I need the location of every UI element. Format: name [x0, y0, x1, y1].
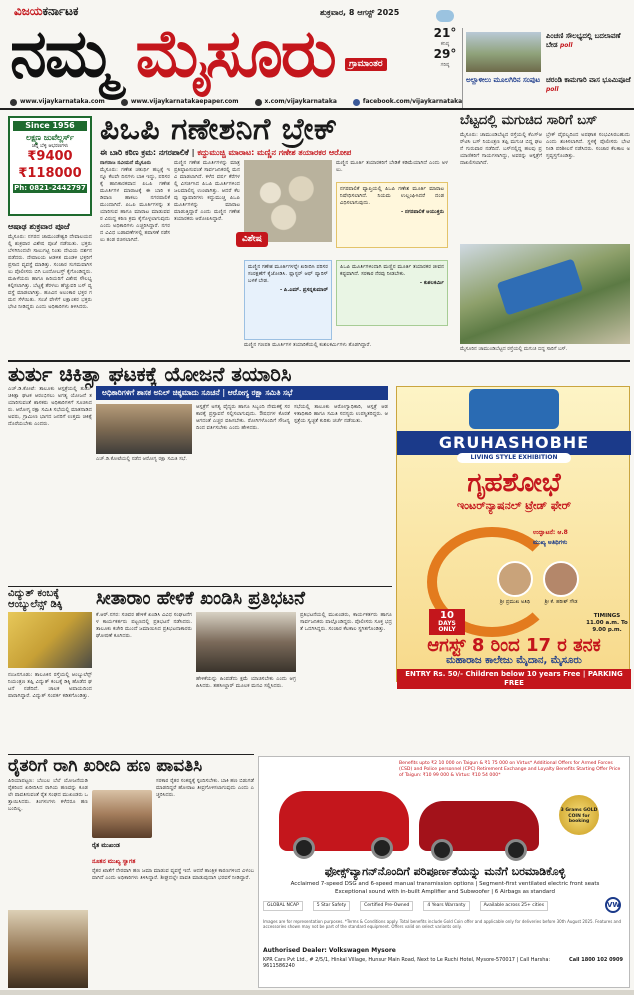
car2-front-wheel	[431, 839, 453, 861]
brand-main-1: ನಮ್ಮ	[10, 14, 115, 92]
dateline: ಶುಕ್ರವಾರ, 8 ಆಗಸ್ಟ್ 2025	[320, 8, 400, 17]
guest-photo-1	[497, 561, 533, 597]
vw-spec-2: Exceptional sound with in-built Amplifier and Subwoofer | 6 Airbags as standard	[335, 889, 555, 895]
exhibition-dates: ಆಗಸ್ಟ್ 8 ರಿಂದ 17 ರ ತನಕ	[427, 635, 601, 656]
brand-top-black: ಕರ್ನಾಟಕ	[42, 4, 79, 18]
quote2-author: - ಪಿ.ಎಮ್. ಪ್ರಸನ್ನಕುಮಾರ್	[279, 287, 328, 294]
guest-name-1: ಶ್ರೀ ಪ್ರಮುಖ ಅತಿಥಿ	[499, 599, 531, 605]
lead-sub-red: ಕದ್ದುಮುಚ್ಚಿ ಮಾರಾಟ: ಮಣ್ಣಿನ ಗಣೇಶ ತಯಾರಕರ ಆರೋಪ	[197, 148, 352, 157]
exhibition-venue: ಮಹಾರಾಜ ಕಾಲೇಜು ಮೈದಾನ, ಮೈಸೂರು	[446, 655, 582, 666]
poll-label-2: poll	[546, 85, 559, 93]
guest-name-2: ಶ್ರೀ ಕೆ. ಹರೀಶ್ ಗೌಡ	[544, 599, 578, 605]
teaser-photo[interactable]	[466, 32, 541, 72]
facebook-icon	[353, 99, 360, 106]
lead-column-3: ಮಣ್ಣಿನ ಮೂರ್ತಿ ತಯಾರಕರಿಗೆ ಬೇಡಿಕೆ ಕಡಿಮೆಯಾಗಿದೆ ಎಂದು ಅಳಲು.	[336, 160, 448, 174]
quote3-author: - ಕುಶಲಕರ್ಮಿ	[419, 280, 444, 287]
event-photo[interactable]	[8, 910, 88, 988]
ad-since: Since 1956	[13, 121, 87, 131]
vw-dealer: Authorised Dealer: Volkswagen Mysore	[263, 947, 396, 954]
teaser-3[interactable]: ಅಲ್ಲಾಳೀಲು ಮೂಲಗಿರಿನ ಸಂಪುಟ	[466, 76, 541, 84]
gruhashobhe-logo	[469, 389, 559, 429]
vw-call[interactable]: Call 1800 102 0909	[569, 957, 623, 963]
ragi-payment-headline[interactable]: ರೈತರಿಗೆ ರಾಗಿ ಖರೀದಿ ಹಣ ಪಾವತಿಸಿ	[8, 756, 203, 776]
gruhashobhe-sub-kn: ಇಂಟರ್‌ನ್ಯಾಷನಲ್ ಟ್ರೇಡ್ ಫೇರ್	[457, 499, 571, 512]
days-number: 10	[440, 610, 454, 621]
volkswagen-ad[interactable]	[258, 756, 630, 988]
lead-sub-black: ಈ ಬಾರಿ ಕಠಿಣ ಕ್ರಮ: ನಗರಪಾಲಿಕೆ	[100, 148, 189, 157]
meeting-photo[interactable]	[96, 404, 192, 454]
social-links-bar	[10, 96, 470, 108]
ambulance-body: ನಂಜನಗೂಡು: ತಾಲೂಕಿನ ರಸ್ತೆಯಲ್ಲಿ ಆಂಬ್ಯುಲೆನ್ಸ್ ನಿಯಂತ್ರಣ ತಪ್ಪಿ ವಿದ್ಯುತ್ ಕಂಬಕ್ಕೆ ಡಿಕ್ಕಿ ಹೊಡೆದ ಘಟನೆ ನಡೆದಿದೆ. ಚಾಲಕ ಅಪಾಯದಿಂದ ಪಾರಾಗಿದ್ದಾರೆ. ವಿದ್ಯುತ್ ಸಂಪರ್ಕ ಕಡಿತಗೊಂಡಿತ್ತು.	[8, 672, 92, 700]
ad-brand: ಲಕ್ಷ್ಮಣ ಜುವೆಲ್ಲರ್ಸ್	[26, 133, 74, 142]
exhibition-entry: ENTRY Rs. 50/- Children below 10 years Free | PARKING FREE	[397, 669, 631, 689]
protest-headline[interactable]: ಸೀತಾರಾಂ ಹೇಳಿಕೆ ಖಂಡಿಸಿ ಪ್ರತಿಭಟನೆ	[96, 588, 305, 609]
ambulance-headline[interactable]: ವಿದ್ಯುತ್ ಕಂಬಕ್ಕೆ ಆಂಬ್ಯುಲೆನ್ಸ್ ಡಿಕ್ಕಿ	[8, 588, 63, 610]
farmer-leader-photo[interactable]	[92, 790, 152, 838]
web-link[interactable]: www.vijaykarnataka.com	[10, 98, 105, 106]
gruhashobhe-brand: GRUHASHOBHE	[397, 431, 631, 455]
event-note: ನೂತನ ಮುಖ್ಯ ಸ್ವಾಗತ	[92, 858, 136, 865]
ad-price-2: ₹118000	[18, 165, 82, 181]
vw-address: KPR Cars Pvt Ltd., # 2/5/1, Hinkal Village, Hunsur Main Road, Next to Le Ruchi Hotel, Mysore-570017 | Call Harsha: 9611586240	[263, 957, 551, 970]
rural-tag: ಗ್ರಾಮಾಂತರ	[345, 58, 387, 71]
lead-subheadline: ಈ ಬಾರಿ ಕಠಿಣ ಕ್ರಮ: ನಗರಪಾಲಿಕೆ | ಕದ್ದುಮುಚ್ಚಿ ಮಾರಾಟ: ಮಣ್ಣಿನ ಗಣೇಶ ತಯಾರಕರ ಆರೋಪ	[100, 148, 352, 157]
protest-col-c: ಪ್ರತಿಭಟನೆಯಲ್ಲಿ ಮುಖಂಡರು, ಕಾರ್ಯಕರ್ತರು ಹಾಗೂ ಸಾರ್ವಜನಿಕರು ಪಾಲ್ಗೊಂಡಿದ್ದರು. ಪೊಲೀಸರು ಸೂಕ್ತ ಭದ್ರತೆ ಒದಗಿಸಿದ್ದರು. ಸಂಚಾರ ಕೆಲಕಾಲ ಸ್ಥಗಿತಗೊಂಡಿತ್ತು.	[300, 612, 392, 633]
gold-coin-badge: 3 Grams GOLD COIN for booking	[559, 795, 599, 835]
quote3-text: ಪಿಒಪಿ ಮೂರ್ತಿಗಳಿಂದಾಗಿ ಮಣ್ಣಿನ ಮೂರ್ತಿ ತಯಾರಕರ ಜೀವನ ಕಷ್ಟವಾಗಿದೆ. ಸರಕಾರ ನೆರವು ನೀಡಬೇಕು.	[340, 264, 444, 278]
vw-badges	[263, 897, 627, 915]
x-link[interactable]: x.com/vijaykarnataka	[255, 98, 337, 106]
ganesha-idols-photo[interactable]	[244, 160, 332, 242]
days-label: DAYS ONLY	[438, 620, 456, 633]
teaser-2[interactable]: ಚರಂಡಿ ಕಾಮಗಾರಿ ವಾಸ ಭೂಮಿಪೂಜೆ poll	[546, 76, 631, 93]
quote2-text: ಮಣ್ಣಿನ ಗಣೇಶ ಮೂರ್ತಿಗಳನ್ನೇ ಖರೀದಿಸಿ ಪರಿಸರ ಸಂರಕ್ಷಣೆಗೆ ಕೈಜೋಡಿಸಿ. ಪ್ಲಾಸ್ಟರ್ ಆಫ್ ಪ್ಯಾರಿಸ್ ಬಳಕೆ ಬೇಡ.	[248, 264, 329, 285]
quote1-text: ನಗರಪಾಲಿಕೆ ವ್ಯಾಪ್ತಿಯಲ್ಲಿ ಪಿಒಪಿ ಗಣೇಶ ಮೂರ್ತಿ ಮಾರಾಟ ನಿಷೇಧಿಸಲಾಗಿದೆ. ನಿಯಮ ಉಲ್ಲಂಘಿಸಿದರೆ ದಂಡ ವಿಧಿಸಲಾಗುವುದು.	[340, 186, 444, 207]
bus-photo-caption: ಮೈಸೂರಿನ ಚಾಮುಂಡಿಬೆಟ್ಟದ ರಸ್ತೆಯಲ್ಲಿ ಮಗುಚಿ ಬಿದ್ದ ಸಾರಿಗೆ ಬಸ್.	[460, 346, 568, 352]
ad-sub: ಚಿನ್ನ ಬೆಳ್ಳಿ ಆಭರಣಗಳು	[31, 143, 69, 149]
newspaper-logo[interactable]	[10, 14, 335, 92]
teaser-1[interactable]: ಪಿಂಚಣಿ ಸೌಲಭ್ಯದಲ್ಲಿ ಬದಲಾವಣೆ ಬೇಡ poll	[546, 32, 621, 49]
lead-byline: ನಾಗರಾಜ ನವೀಮನೆ ಮೈಸೂರು	[100, 160, 152, 166]
section-rule-4	[8, 754, 254, 755]
facebook-link[interactable]: facebook.com/vijaykarnataka	[353, 98, 462, 106]
weather-high: 21°	[433, 26, 457, 40]
badge-preowned: Certified Pre-Owned	[360, 901, 413, 911]
exhibition-timings: TIMINGS 11.00 a.m. To 9.00 p.m.	[586, 613, 628, 633]
cloud-icon	[436, 10, 454, 22]
guest-photo-2	[543, 561, 579, 597]
lead-column-4: ಮಣ್ಣಿನ ಗಣಪತಿ ಮೂರ್ತಿಗಳ ತಯಾರಿಕೆಯಲ್ಲಿ ಕುಶಲಕರ್ಮಿಗಳು ತೊಡಗಿದ್ದಾರೆ.	[244, 342, 372, 348]
protest-col-b: ಹೇಳಿಕೆಯನ್ನು ಹಿಂಪಡೆದು ಕ್ಷಮೆ ಯಾಚಿಸಬೇಕು ಎಂದು ಆಗ್ರಹಿಸಿದರು. ತಹಸೀಲ್ದಾರ್ ಮೂಲಕ ಮನವಿ ಸಲ್ಲಿಸಿದರು.	[196, 676, 296, 690]
car1-rear-wheel	[371, 837, 393, 859]
badge-safety: 5 Star Safety	[313, 901, 350, 911]
gruhashobhe-tagline: LIVING STYLE EXHIBITION	[457, 453, 571, 463]
gruhashobhe-title-kn: ಗೃಹಶೋಭೆ	[467, 468, 561, 498]
bus-story-headline[interactable]: ಬೆಟ್ಟದಲ್ಲಿ ಮಗುಚಿದ ಸಾರಿಗೆ ಬಸ್	[460, 113, 598, 128]
emergency-unit-band: ಅಧಿಕಾರಿಗಳಿಗೆ ಶಾಸಕ ಅನಿಲ್ ಚಿಕ್ಕಮಾದು ಸೂಚನೆ | ಆರೋಗ್ಯ ರಕ್ಷಾ ಸಮಿತಿ ಸಭೆ	[96, 386, 388, 400]
weather-widget	[430, 10, 460, 90]
weather-high-label: ಕನಿಷ್ಠ	[440, 41, 450, 47]
emergency-unit-col-a: ಆಸ್ಪತ್ರೆಗೆ ಅಗತ್ಯ ವೈದ್ಯರು ಹಾಗೂ ಸಿಬ್ಬಂದಿ ನೇಮಕಕ್ಕೆ ಸರಕಾರಕ್ಕೆ ಪ್ರಸ್ತಾವನೆ ಸಲ್ಲಿಸಲಾಗುವುದು. ಔಷಧಗಳ ಕೊರತೆ ಆಗದಂತೆ ಎಚ್ಚರ ವಹಿಸಬೇಕು. ರೋಗಿಗಳೊಂದಿಗೆ ಸೌಜನ್ಯದಿಂದ ವರ್ತಿಸಬೇಕು ಎಂದು ಹೇಳಿದರು.	[196, 404, 290, 432]
protest-photo[interactable]	[196, 612, 296, 672]
vw-logo-icon: VW	[605, 897, 621, 913]
vw-headline: ಫೋಕ್ಸ್‌ವ್ಯಾಗನ್‌ನೊಂದಿಗೆ ಪರಿಪೂರ್ಣತೆಯನ್ನು ಮನೆಗೆ ಬರಮಾಡಿಕೊಳ್ಳಿ	[324, 865, 566, 878]
lead-col1-text: ಮೈಸೂರು: ಗಣೇಶ ಚತುರ್ಥಿ ಹಬ್ಬಕ್ಕೆ ಇನ್ನೂ ಕೆಲವೇ ದಿನಗಳು ಬಾಕಿ ಇದ್ದು, ಪರಿಸರಕ್ಕೆ ಹಾನಿಕಾರಕವಾದ ಪಿಒಪಿ ಗಣೇಶ ಮೂರ್ತಿಗಳ ಮಾರಾಟಕ್ಕೆ ಈ ಬಾರಿ ಕಡಿವಾಣ ಹಾಕಲು ನಗರಪಾಲಿಕೆ ಮುಂದಾಗಿದೆ. ಪಿಒಪಿ ಮೂರ್ತಿಗಳನ್ನು ತಯಾರಿಸುವ ಹಾಗೂ ಮಾರಾಟ ಮಾಡುವವರ ವಿರುದ್ಧ ಕಠಿಣ ಕ್ರಮ ಕೈಗೊಳ್ಳಲಾಗುವುದು ಎಂದು ಅಧಿಕಾರಿಗಳು ಎಚ್ಚರಿಸಿದ್ದಾರೆ. ನಗರದ ವಿವಿಧ ಬಡಾವಣೆಗಳಲ್ಲಿ ತಪಾಸಣೆ ನಡೆಸಲು ತಂಡ ರಚಿಸಲಾಗಿದೆ.	[100, 167, 170, 244]
masthead-divider	[462, 28, 463, 108]
bus-story-col-1: ಮೈಸೂರು: ಚಾಮುಂಡಿಬೆಟ್ಟದ ರಸ್ತೆಯಲ್ಲಿ ಕೆಎಸ್ಆರ್‌ಟಿಸಿ ಬಸ್ ನಿಯಂತ್ರಣ ತಪ್ಪಿ ಮಗುಚಿ ಬಿದ್ದ ಘಟನೆ ಗುರುವಾರ ನಡೆದಿದೆ. ಬಸ್‌ನಲ್ಲಿದ್ದ ಹಲವು ಪ್ರಯಾಣಿಕರಿಗೆ ಗಾಯಗಳಾಗಿದ್ದು, ಅವರನ್ನು ಆಸ್ಪತ್ರೆಗೆ ದಾಖಲಿಸಲಾಗಿದೆ.	[460, 132, 542, 167]
lead-column-2: ಮಣ್ಣಿನ ಗಣೇಶ ಮೂರ್ತಿಗಳನ್ನು ಮಾತ್ರ ಪ್ರತಿಷ್ಠಾಪಿಸುವಂತೆ ಸಾರ್ವಜನಿಕರಲ್ಲಿ ಮನವಿ ಮಾಡಲಾಗಿದೆ. ಕಳೆದ ವರ್ಷ ಕೆರೆಗಳಲ್ಲಿ ವಿಸರ್ಜಿಸಿದ ಪಿಒಪಿ ಮೂರ್ತಿಗಳಿಂದ ಜಲಮಾಲಿನ್ಯ ಉಂಟಾಗಿತ್ತು. ಆದರೆ ಕೆಲವು ವ್ಯಾಪಾರಿಗಳು ಕದ್ದುಮುಚ್ಚಿ ಪಿಒಪಿ ಮೂರ್ತಿಗಳನ್ನು ಮಾರಾಟ ಮಾಡುತ್ತಿದ್ದಾರೆ ಎಂದು ಮಣ್ಣಿನ ಗಣೇಶ ತಯಾರಕರು ಆರೋಪಿಸಿದ್ದಾರೆ.	[174, 160, 240, 223]
ambulance-photo[interactable]	[8, 612, 92, 668]
poll-label: poll	[559, 41, 573, 49]
car2-rear-wheel	[505, 839, 527, 861]
section-rule-3	[8, 586, 392, 587]
badge-cities: Available across 25+ cities	[480, 901, 548, 911]
lead-headline[interactable]: ಪಿಒಪಿ ಗಣೇಶನಿಗೆ ಬ್ರೇಕ್	[100, 112, 338, 147]
badge-warranty: 4 Years Warranty	[423, 901, 469, 911]
chief-guests-label: ಮುಖ್ಯ ಅತಿಥಿಗಳು	[533, 539, 568, 546]
meeting-photo-caption: ಎಚ್.ಡಿ.ಕೋಟೆಯಲ್ಲಿ ನಡೆದ ಆರೋಗ್ಯ ರಕ್ಷಾ ಸಮಿತಿ ಸಭೆ.	[96, 456, 187, 462]
quote1-author: - ನಗರಪಾಲಿಕೆ ಆಯುಕ್ತರು	[400, 209, 444, 216]
globe-icon	[121, 99, 128, 106]
special-tag: ವಿಶೇಷ	[236, 232, 268, 247]
vw-terms: Images are for representation purposes. *Terms & Conditions apply. Total benefits include Gold Coin offer and applicable only for deliveries before 30th August 2025. Features and accessories shown may not be part of the standard equipment. Offers valid on select variants only.	[263, 919, 622, 930]
ad-phone: Ph: 0821-2442797	[14, 183, 86, 192]
left-story-headline[interactable]: ಆಷಾಢ ಶುಕ್ರವಾರ ಪೂಜೆ	[8, 222, 70, 231]
ad-price-1: ₹9400	[27, 149, 73, 165]
ragi-col-b: ಸರಕಾರ ರೈತರ ಸಂಕಷ್ಟಕ್ಕೆ ಸ್ಪಂದಿಸಬೇಕು. ಬಾಕಿ ಹಣ ಬಿಡುಗಡೆ ಮಾಡದಿದ್ದರೆ ಹೋರಾಟ ತೀವ್ರಗೊಳಿಸಲಾಗುವುದು ಎಂದು ಎಚ್ಚರಿಸಿದರು.	[156, 778, 254, 799]
emergency-unit-col-b: ಸಭೆಯಲ್ಲಿ ತಾಲೂಕು ಆರೋಗ್ಯಾಧಿಕಾರಿ, ಆಸ್ಪತ್ರೆ ಆಡಳಿತಾಧಿಕಾರಿ ಹಾಗೂ ಸಮಿತಿ ಸದಸ್ಯರು ಉಪಸ್ಥಿತರಿದ್ದರು. ಆಸ್ಪತ್ರೆಯ ಸ್ವಚ್ಛತೆ ಕುರಿತು ಚರ್ಚೆ ನಡೆಯಿತು.	[294, 404, 388, 425]
vw-offer-fine-print: Benefits upto ₹2 10 000 on Taigun & ₹1 75 000 on Virtus* Additional Offers for Armed Forces (CSD) and Police personnel (CPC) Retirement Exchange and Loyalty Benefits Starting Offer Price of Taigun: ₹10 99 000 & Virtus: ₹10 54 000*	[399, 761, 621, 778]
car1-front-wheel	[293, 837, 315, 859]
emergency-unit-headline[interactable]: ತುರ್ತು ಚಿಕಿತ್ಸಾ ಘಟಕಕ್ಕೆ ಯೋಜನೆ ತಯಾರಿಸಿ	[8, 362, 292, 386]
weather-low-label: ಗರಿಷ್ಠ	[440, 62, 450, 69]
lead-quote-box-2	[244, 260, 332, 340]
bus-story-col-2: ಬ್ರೇಕ್ ವೈಫಲ್ಯದಿಂದ ಅಪಘಾತ ಸಂಭವಿಸಿರಬಹುದು ಎಂದು ಶಂಕಿಸಲಾಗಿದೆ. ಸ್ಥಳಕ್ಕೆ ಪೊಲೀಸರು ಭೇಟಿ ನೀಡಿ ಪರಿಶೀಲನೆ ನಡೆಸಿದರು. ಸಂಚಾರ ಕೆಲಕಾಲ ಅಸ್ತವ್ಯಸ್ತಗೊಂಡಿತ್ತು.	[546, 132, 630, 160]
footer-rule	[0, 990, 634, 995]
ragi-col-a: ಪಿರಿಯಾಪಟ್ಟಣ: ಬೆಂಬಲ ಬೆಲೆ ಯೋಜನೆಯಡಿ ರೈತರಿಂದ ಖರೀದಿಸಿದ ರಾಗಿಯ ಹಣವನ್ನು ಕೂಡಲೇ ಪಾವತಿಸುವಂತೆ ರೈತ ಸಂಘದ ಮುಖಂಡರು ಒತ್ತಾಯಿಸಿದರು. ತಿಂಗಳುಗಳು ಕಳೆದರೂ ಹಣ ಬಂದಿಲ್ಲ.	[8, 778, 88, 813]
brand-main-2: ಮೈಸೂರು	[135, 14, 335, 92]
lead-quote-box-1	[336, 182, 448, 248]
lead-column-1	[100, 160, 170, 350]
vw-spec-1: Acclaimed 7-speed DSG and 6-speed manual transmission options | Segment-first ventilated electric front seats	[290, 881, 600, 887]
gruhashobhe-ad[interactable]	[396, 386, 630, 687]
left-story-body: ಮೈಸೂರು: ನಗರದ ಚಾಮುಂಡೇಶ್ವರಿ ದೇವಾಲಯದಲ್ಲಿ ಶುಕ್ರವಾರ ವಿಶೇಷ ಪೂಜೆ ನಡೆಯಿತು. ಭಕ್ತರು ಬೆಳಗಿನಿಂದಲೇ ಸಾಲುಗಟ್ಟಿ ನಿಂತು ದೇವಿಯ ದರ್ಶನ ಪಡೆದರು. ದೇವಾಲಯ ಆಡಳಿತ ಮಂಡಳಿ ಭಕ್ತರಿಗೆ ಪ್ರಸಾದ ವ್ಯವಸ್ಥೆ ಮಾಡಿತ್ತು. ಸಂಚಾರ ಸುಗಮವಾಗಿಸಲು ಪೊಲೀಸರು ಬಿಗಿ ಬಂದೋಬಸ್ತ್ ಕೈಗೊಂಡಿದ್ದರು. ಮಹಿಳೆಯರು ಹಾಗೂ ಹಿರಿಯರಿಗೆ ವಿಶೇಷ ಸೌಲಭ್ಯ ಕಲ್ಪಿಸಲಾಗಿತ್ತು. ಬೆಟ್ಟಕ್ಕೆ ತೆರಳಲು ಹೆಚ್ಚುವರಿ ಬಸ್ ವ್ಯವಸ್ಥೆ ಮಾಡಲಾಗಿತ್ತು. ಹೂವಿನ ಅಲಂಕಾರ ಭಕ್ತರ ಗಮನ ಸೆಳೆಯಿತು. ಸಂಜೆ ವೇಳೆಗೆ ಲಕ್ಷಾಂತರ ಭಕ್ತರು ಭೇಟಿ ನೀಡಿದ್ದರು ಎಂದು ಅಧಿಕಾರಿಗಳು ತಿಳಿಸಿದರು.	[8, 234, 92, 311]
emergency-unit-left-col: ಎಚ್.ಡಿ.ಕೋಟೆ: ತಾಲೂಕು ಆಸ್ಪತ್ರೆಯಲ್ಲಿ ತುರ್ತು ಚಿಕಿತ್ಸಾ ಘಟಕ ಆರಂಭಿಸಲು ಅಗತ್ಯ ಯೋಜನೆ ತಯಾರಿಸುವಂತೆ ಶಾಸಕರು ಅಧಿಕಾರಿಗಳಿಗೆ ಸೂಚಿಸಿದರು. ಆರೋಗ್ಯ ರಕ್ಷಾ ಸಮಿತಿ ಸಭೆಯಲ್ಲಿ ಮಾತನಾಡಿದ ಅವರು, ಗ್ರಾಮೀಣ ಭಾಗದ ಜನರಿಗೆ ಉತ್ತಮ ಚಿಕಿತ್ಸೆ ದೊರೆಯಬೇಕು ಎಂದರು.	[8, 386, 92, 428]
days-badge	[429, 609, 465, 635]
globe-icon	[10, 99, 17, 106]
x-icon	[255, 99, 262, 106]
ragi-col-c: ರೈತರ ಖಾತೆಗೆ ನೇರವಾಗಿ ಹಣ ಜಮಾ ಮಾಡುವ ವ್ಯವಸ್ಥೆ ಇದೆ. ಆದರೆ ತಾಂತ್ರಿಕ ಕಾರಣಗಳಿಂದ ವಿಳಂಬವಾಗಿದೆ ಎಂದು ಅಧಿಕಾರಿಗಳು ತಿಳಿಸಿದ್ದಾರೆ. ಶೀಘ್ರದಲ್ಲೇ ಪಾವತಿ ಮಾಡುವುದಾಗಿ ಭರವಸೆ ನೀಡಿದ್ದಾರೆ.	[92, 868, 254, 882]
epaper-link[interactable]: www.vijaykarnatakaepaper.com	[121, 98, 239, 106]
weather-low: 29°	[433, 47, 457, 62]
badge-ncap: GLOBAL NCAP	[263, 901, 303, 911]
brand-top-red: ವಿಜಯ	[14, 4, 43, 18]
farmer-leader-label: ರೈತ ಮುಖಂಡ	[92, 842, 120, 849]
jewelry-ad[interactable]	[8, 116, 92, 216]
protest-col-a: ಕೆ.ಆರ್.ನಗರ: ಸಚಿವರ ಹೇಳಿಕೆ ಖಂಡಿಸಿ ವಿವಿಧ ಸಂಘಟನೆಗಳ ಕಾರ್ಯಕರ್ತರು ಪಟ್ಟಣದಲ್ಲಿ ಪ್ರತಿಭಟನೆ ನಡೆಸಿದರು. ತಾಲೂಕು ಕಚೇರಿ ಮುಂದೆ ಜಮಾಯಿಸಿದ ಪ್ರತಿಭಟನಾಕಾರರು ಘೋಷಣೆ ಕೂಗಿದರು.	[96, 612, 192, 640]
inauguration-label: ಉದ್ಘಾಟನೆ: ಆ.8	[533, 529, 568, 536]
lead-quote-box-3	[336, 260, 448, 326]
